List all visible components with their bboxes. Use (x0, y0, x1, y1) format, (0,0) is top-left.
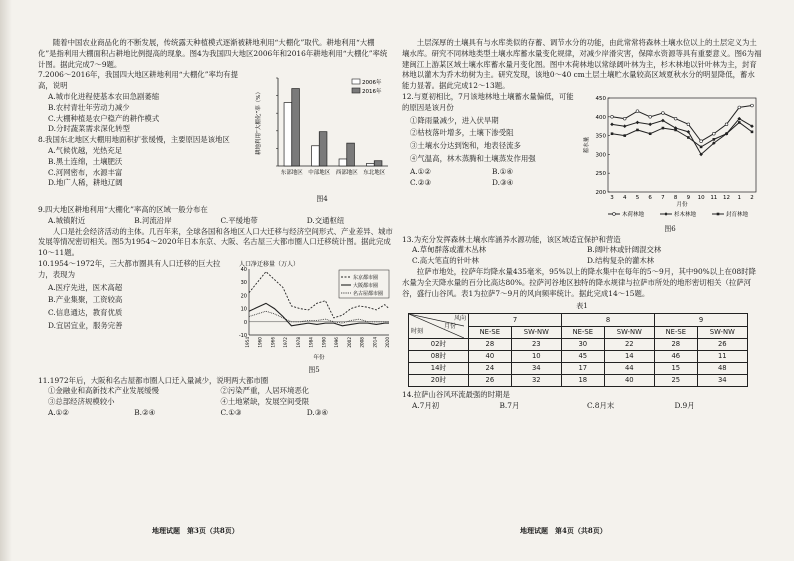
value-cell: 26 (697, 339, 747, 351)
table-1 (408, 313, 748, 387)
figure-6 (578, 92, 762, 235)
fig5-ytick-label: -10 (238, 332, 247, 339)
q9-option-d: D.交通枢纽 (306, 215, 345, 225)
fig6-xtick-label: 11 (710, 194, 718, 201)
fig6-xtick-label: 4 (622, 194, 627, 201)
q11-items-row2 (38, 397, 393, 408)
time-cell: 02时 (409, 339, 469, 351)
value-cell: 24 (469, 363, 512, 375)
fig6-xlabel: 月份 (676, 201, 688, 208)
bar-2016年 (374, 161, 382, 166)
month-9-header: 9 (654, 314, 747, 327)
series-line-封育林地 (612, 122, 752, 146)
q11-option-d: D.③④ (306, 407, 329, 417)
q14-stem: 14.拉萨山谷风环流最强的时期是 (402, 390, 510, 400)
q14-option-d: D.9月 (674, 400, 695, 410)
data-point (674, 117, 677, 120)
table-row (409, 339, 748, 351)
data-point (610, 123, 614, 127)
q12-item-1: ①降雨量减少，进入伏旱期 (410, 115, 499, 125)
value-cell: 10 (511, 351, 561, 363)
value-cell: 28 (469, 339, 512, 351)
dir-header: NE-SE (654, 326, 697, 339)
fig5-xtick-label: 1990 (321, 336, 327, 348)
q10-block (38, 259, 393, 376)
right-intro2-paragraph: 拉萨市地处，拉萨年均降水量435毫米，95%以上的降水集中在每年的5～9月，其中90%以上在08时降水量为全天降水量的百分比高达80%。拉萨河谷地区独特的降水规律与拉萨市所处的地形密切相关（拉萨河谷，盛行山谷风。表1为拉萨7～9月的风向频率统计。据此完成14～15题。 (402, 266, 757, 298)
fig5-xtick-label: 1966 (270, 336, 276, 348)
data-point (648, 123, 652, 127)
fig5-xtick-label: 1960 (257, 336, 263, 348)
fig6-xtick-label: 7 (661, 194, 665, 201)
fig5-ytick-label: 30 (240, 280, 247, 287)
data-point (687, 123, 690, 126)
fig4-category-label: 东部地区 (280, 170, 303, 177)
dir-header: SW-NW (511, 326, 561, 339)
legend-label: 2006年 (362, 80, 382, 87)
fig5-xlabel: 年份 (313, 354, 325, 361)
q12-item-3: ③土壤水分达到饱和，地表径流多 (410, 141, 521, 151)
fig5-xtick-label: 2020 (385, 336, 390, 348)
legend-swatch (352, 79, 360, 84)
fig5-xtick-label: 1954 (245, 336, 250, 348)
fig4-category-label: 西部地区 (335, 170, 358, 177)
data-point (636, 129, 639, 132)
corner-label-time: 时刻 (411, 328, 424, 336)
fig5-ytick-label: 0 (243, 319, 247, 326)
bar-2016年 (347, 144, 355, 167)
q13-option-c: C.高大笔直的针叶林 (412, 256, 479, 266)
data-point (738, 106, 741, 109)
table-row (409, 375, 748, 387)
month-7-header: 7 (469, 314, 562, 327)
fig5-xtick-label: 2014 (372, 336, 378, 348)
value-cell: 40 (604, 375, 654, 387)
fig6-xtick-label: 1 (737, 194, 742, 201)
value-cell: 11 (697, 351, 747, 363)
data-point (636, 121, 640, 125)
q12-option-a: A.①② (410, 166, 431, 176)
legend-label: 名古屋都市圈 (353, 290, 384, 297)
data-point (751, 104, 754, 107)
q13-stem: 13.为充分发挥森林土壤水库涵养水源功能，该区域适宜保护和营造 (402, 234, 621, 244)
q7-stem: 7.2006～2016年，我国四大地区耕地利用“大棚化”率均有提高，说明 (38, 70, 239, 91)
legend-swatch (352, 88, 360, 93)
data-point (687, 136, 690, 139)
q10-option-a: A.医疗先进，医术高超 (48, 282, 123, 292)
legend-marker (717, 213, 720, 216)
value-cell: 32 (511, 375, 561, 387)
value-cell: 48 (697, 363, 747, 375)
month-8-header: 8 (561, 314, 654, 327)
footer-right: 地理试题 第4页（共8页） (520, 526, 607, 535)
q9-option-a: A.城镇附近 (48, 215, 86, 225)
fig6-ytick-label: 400 (595, 114, 606, 121)
q8-option-a: A.气候优越，光热充足 (48, 145, 123, 155)
fig6-xtick-label: 9 (686, 194, 691, 201)
fig6-ytick-label: 200 (595, 189, 606, 196)
q11-item-1: ①金融业和高新技术产业发展缓慢 (48, 386, 159, 396)
value-cell: 30 (561, 339, 604, 351)
q12-item-4: ④气温高，林木蒸腾和土壤蒸发作用强 (410, 153, 536, 163)
dir-header: SW-NW (697, 326, 747, 339)
fig6-xtick-label: 10 (697, 194, 705, 201)
intro2-paragraph: 人口是社会经济活动的主体。几百年来，全球各国和各地区人口大迁移与经济空间形式、产业差异、城市发展等情况密切相关。图5为1954～2020年日本东京、大阪、名古屋三大都市圈人口迁移统计图。据此完成10～11题。 (38, 226, 393, 258)
fig4-caption: 图4 (316, 195, 328, 204)
q13-option-a: A.草甸群落或灌木丛林 (412, 245, 487, 255)
table-header-row (409, 314, 748, 327)
value-cell: 23 (511, 339, 561, 351)
fig5-caption: 图5 (308, 365, 320, 374)
fig5-xtick-label: 2008 (359, 336, 365, 348)
q11-item-2: ②污染严重，人居环境恶化 (220, 386, 310, 396)
fig5-title: 人口净迁移量（万人） (239, 260, 300, 268)
fig6-xtick-label: 5 (635, 194, 640, 201)
corner-label-month: 月份 (443, 323, 456, 331)
q12-item-2: ②枯枝落叶增多，土壤下渗受阻 (410, 128, 514, 138)
q11-options (38, 408, 393, 419)
fig6-ytick-label: 250 (595, 171, 606, 178)
bar-2006年 (284, 103, 292, 166)
q7-option-a: A.城市化进程使基本农田急剧萎缩 (48, 91, 160, 101)
fig5-xtick-label: 1984 (308, 336, 314, 348)
dir-header: NE-SE (561, 326, 604, 339)
fig6-xtick-label: 6 (648, 194, 652, 201)
data-point (751, 131, 754, 134)
value-cell: 45 (561, 351, 604, 363)
q11-item-4: ④土地紧缺，发展空间受限 (220, 397, 310, 407)
data-point (623, 124, 627, 128)
q8-option-c: C.河网密布，水源丰富 (48, 167, 123, 177)
time-cell: 14时 (409, 363, 469, 375)
value-cell: 34 (511, 363, 561, 375)
q11-item-3: ③总部经济规模较小 (48, 397, 115, 407)
fig6-xtick-label: 3 (610, 194, 614, 201)
q13-options-row2 (402, 256, 762, 267)
q11-option-c: C.①③ (220, 407, 242, 417)
q12-option-c: C.②③ (410, 177, 431, 187)
legend-label: 木荷林地 (622, 211, 645, 218)
q14-options (402, 401, 762, 412)
data-point (700, 140, 703, 143)
q13-option-d: D.结构复杂的灌木林 (587, 256, 655, 266)
q11-items-row1 (38, 386, 393, 397)
q7-block (38, 70, 393, 205)
table-row (409, 363, 748, 375)
value-cell: 26 (469, 375, 512, 387)
right-column (402, 38, 762, 412)
data-point (713, 138, 716, 141)
fig6-frame (608, 98, 756, 192)
dir-header: SW-NW (604, 326, 654, 339)
q14-option-c: C.8月末 (587, 400, 615, 410)
value-cell: 44 (604, 363, 654, 375)
scan-edge (0, 0, 12, 561)
fig6-caption: 图6 (664, 224, 676, 233)
bar-2016年 (292, 89, 300, 166)
fig6-ytick-label: 300 (595, 152, 606, 159)
q8-stem: 8.我国东北地区大棚用地面积扩张缓慢，主要原因是该地区 (38, 135, 230, 145)
fig6-ytick-label: 450 (595, 95, 606, 102)
data-point (725, 132, 728, 135)
corner-label-dir: 风向 (453, 315, 466, 323)
q7-option-d: D.分时蔬菜需求深化转型 (48, 124, 130, 134)
legend-marker (664, 212, 668, 216)
legend-label: 封育林地 (726, 211, 749, 218)
fig5-xtick-label: 1978 (295, 336, 301, 348)
value-cell: 25 (654, 375, 697, 387)
fig6-ylabel: 蓄水量 (584, 136, 590, 154)
q12-block (402, 92, 762, 235)
q14-option-a: A.7月初 (412, 400, 440, 410)
q10-option-d: D.宜居宜业，服务完善 (48, 320, 123, 330)
q12-options-row1 (402, 167, 574, 178)
fig5-ytick-label: 20 (240, 293, 247, 300)
bar-2006年 (339, 159, 347, 166)
q9-stem: 9.四大地区耕地利用“大棚化”率高的区域一般分布在 (38, 204, 208, 214)
q13-options-row1 (402, 245, 762, 256)
data-point (623, 117, 626, 120)
intro-paragraph: 随着中国农业商品化的不断发展，传统露天种植模式逐渐被耕地利用“大棚化”取代。耕地利用“大棚化”是指利用大棚面积占耕地比例提高的现象。图4为我国四大地区2006年和2016年耕地利用“大棚化”率统计图。据此完成7～9题。 (38, 38, 388, 69)
footer-left: 地理试题 第3页（共8页） (152, 526, 239, 535)
fig6-xtick-label: 12 (723, 194, 731, 201)
series-line-大阪都市圈 (249, 303, 389, 325)
data-point (623, 134, 626, 137)
time-cell: 20时 (409, 375, 469, 387)
value-cell: 15 (654, 363, 697, 375)
q14-option-b: B.7月 (499, 400, 520, 410)
fig5-ytick-label: 40 (240, 266, 247, 273)
legend-label: 杉木林地 (674, 211, 697, 218)
fig4-bar-chart (252, 70, 392, 190)
value-cell: 22 (604, 339, 654, 351)
data-point (662, 112, 665, 115)
legend-label: 2016年 (362, 89, 382, 96)
fig4-category-label: 中部地区 (308, 170, 331, 177)
series-line-名古屋都市圈 (249, 311, 389, 323)
fig6-line-chart (578, 92, 762, 220)
bar-2016年 (319, 132, 327, 166)
fig6-xtick-label: 2 (750, 194, 754, 201)
value-cell: 34 (697, 375, 747, 387)
time-cell: 08时 (409, 351, 469, 363)
table1-caption: 表1 (576, 302, 588, 311)
data-point (662, 127, 665, 130)
legend-label: 大阪都市圈 (353, 282, 379, 289)
data-point (725, 123, 728, 126)
q11-option-b: B.②④ (134, 407, 156, 417)
q13-option-b: B.阔叶林或针阔混交林 (587, 245, 662, 255)
fig5-line-chart (235, 259, 393, 361)
value-cell: 40 (469, 351, 512, 363)
q10-stem: 10.1954～1972年，三大都市圈具有人口迁移的巨大拉力，表现为 (38, 258, 221, 279)
data-point (611, 115, 614, 118)
q12-option-d: D.③④ (492, 177, 514, 187)
q12-option-b: B.①④ (492, 166, 514, 176)
data-point (636, 110, 639, 113)
figure-4 (252, 70, 392, 205)
data-point (611, 132, 614, 135)
fig4-ylabel: 耕地利用“大棚化”率（%） (256, 89, 262, 156)
value-cell: 46 (654, 351, 697, 363)
q9-option-b: B.河流沿岸 (134, 215, 172, 225)
left-column (38, 38, 393, 419)
data-point (649, 115, 652, 118)
data-point (700, 146, 703, 149)
q9-options (38, 216, 393, 227)
fig5-xtick-label: 1972 (283, 336, 289, 348)
value-cell: 28 (654, 339, 697, 351)
dir-header: NE-SE (469, 326, 512, 339)
q12-stem: 12.与夏初相比，7月该地林地土壤蓄水量偏低，可能的原因是该月份 (402, 91, 574, 112)
legend-marker (613, 213, 616, 216)
data-point (649, 132, 652, 135)
q8-option-b: B.黑土连绵，土壤肥沃 (48, 156, 123, 166)
value-cell: 14 (604, 351, 654, 363)
q12-options-row2 (402, 178, 574, 189)
data-point (738, 121, 741, 124)
series-line-杉木林地 (612, 119, 752, 155)
figure-5 (235, 259, 393, 376)
fig4-category-label: 东北地区 (363, 170, 386, 177)
value-cell: 17 (561, 363, 604, 375)
q10-option-b: B.产业集聚，工资较高 (48, 295, 123, 305)
fig6-xtick-label: 8 (673, 194, 678, 201)
fig5-xtick-label: 1996 (334, 336, 340, 348)
q9-option-c: C.平缓地带 (220, 215, 258, 225)
bar-2006年 (367, 164, 375, 167)
q8-option-d: D.地广人稀，耕地辽阔 (48, 178, 123, 188)
value-cell: 18 (561, 375, 604, 387)
right-intro-paragraph: 土层深厚的土壤具有与水库类似的存蓄、调节水分的功能，由此常常将森林土壤水位以上的土层定义为土壤水库。研究不同林地类型土壤水库蓄水量变化规律，对减少岸滑灾害，保障水资源等具有重要意义。图6为福建闽江上游某区域土壤水库蓄水量月变化图。图中木荷林地以常绿阔叶林为主，杉木林地以针叶林为主，封育林地以灌木为乔木幼树为主。研究发现，该地0～40 cm土层土壤贮水量较高区域夏秋水分的明显降低，蓄水能力显著。据此完成12～13题。 (402, 38, 762, 91)
q10-option-c: C.信息通达，教育优质 (48, 308, 123, 318)
fig5-xtick-label: 2002 (346, 336, 352, 348)
q11-option-a: A.①② (48, 407, 69, 417)
fig6-ytick-label: 350 (595, 133, 606, 140)
table-row (409, 351, 748, 363)
data-point (674, 129, 677, 132)
table-corner (409, 314, 469, 339)
fig5-ytick-label: 10 (240, 306, 247, 313)
q7-option-c: C.大棚种植是农户稳产的耕作模式 (48, 113, 160, 123)
data-point (712, 132, 715, 135)
bar-2006年 (312, 146, 320, 166)
q7-option-b: B.农村青壮年劳动力减少 (48, 102, 130, 112)
legend-label: 东京都市圈 (353, 274, 379, 281)
q11-stem: 11.1972年后，大阪和名古屋都市圈人口迁入量减少，说明两大都市圈 (38, 375, 269, 385)
